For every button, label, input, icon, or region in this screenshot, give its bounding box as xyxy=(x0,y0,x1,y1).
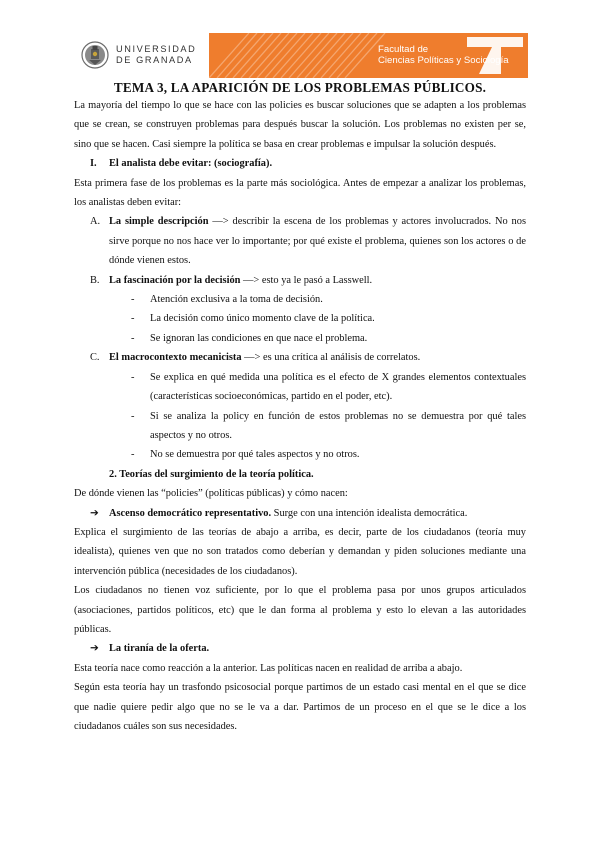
list-item-description: —> describir la escena de los problemas y actores involucrados. No nos sirve porque no nos hace ver lo importante; por qué existe el problema, quienes son los actores o de dónde vienen estos. xyxy=(109,216,526,267)
sub-list-text: Atención exclusiva a la toma de decisión. xyxy=(150,294,323,306)
sub-list-item xyxy=(74,309,526,328)
university-line1: UNIVERSIDAD xyxy=(116,44,197,54)
section1-intro: Esta primera fase de los problemas es la parte más sociológica. Antes de empezar a analizar los problemas, los analistas deben evitar: xyxy=(74,177,526,209)
document-body xyxy=(74,80,526,736)
list-item-a xyxy=(74,212,526,270)
section1-heading xyxy=(74,154,526,173)
university-seal-icon xyxy=(80,40,110,70)
faculty-line1: Facultad de xyxy=(378,44,429,55)
faculty-line2: Ciencias Políticas y Sociología xyxy=(378,54,509,66)
sub-list-text: Si se analiza la policy en función de estos problemas no se demuestra por qué tales aspectos y no otros. xyxy=(150,410,526,441)
section2-title xyxy=(109,465,526,484)
theory-ascenso xyxy=(74,504,526,523)
dash-marker: - xyxy=(131,449,135,461)
list-marker: C. xyxy=(90,352,100,364)
university-line2: DE GRANADA xyxy=(116,55,193,65)
list-item-term: La fascinación por la decisión xyxy=(109,274,241,286)
list-item-text xyxy=(109,212,526,270)
section2-intro: De dónde vienen las “policies” (políticas públicas) y cómo nacen: xyxy=(74,488,348,500)
list-item-text xyxy=(109,271,526,290)
list-item-term: El macrocontexto mecanicista xyxy=(109,352,242,364)
tirania-paragraph-1: Esta teoría nace como reacción a la anterior. Las políticas nacen en realidad de arriba a abajo. xyxy=(74,662,463,674)
theory-tirania xyxy=(74,639,526,658)
page-title: TEMA 3, LA APARICIÓN DE LOS PROBLEMAS PÚBLICOS. xyxy=(113,80,487,95)
university-name xyxy=(116,44,196,66)
section1-number: I. xyxy=(90,158,97,170)
ascenso-paragraph-2: Los ciudadanos no tienen voz suficiente, por lo que el problema pasa por unos grupos articulados (asociaciones, partidos políticos, etc) que le dan forma al problema y esto lo elevan a las autoridades públicas. xyxy=(74,585,526,635)
theory-text xyxy=(109,504,526,523)
dash-marker: - xyxy=(131,294,135,306)
section2-number: 2. xyxy=(109,468,117,480)
university-logo xyxy=(80,40,212,70)
list-item-description: —> es una crítica al análisis de correlatos. xyxy=(241,352,421,364)
theory-term: La tiranía de la oferta. xyxy=(109,643,210,655)
sub-list-text: No se demuestra por qué tales aspectos y no otros. xyxy=(150,449,360,461)
faculty-name xyxy=(378,45,528,66)
sub-list-item xyxy=(74,290,526,309)
list-marker: A. xyxy=(90,216,101,228)
section1-title: El analista debe evitar: (sociografía). xyxy=(109,158,273,170)
sub-list-text: Se ignoran las condiciones en que nace el problema. xyxy=(150,332,368,344)
list-item-text xyxy=(109,348,526,367)
intro-paragraph: La mayoría del tiempo lo que se hace con las policies es buscar soluciones que se adapten a los problemas que se crean, se construyen problemas para después buscar la solución. Los problemas no existen per se, sino que se hacen. Casi siempre la política se basa en crear problemas e impulsar la solución después. xyxy=(74,100,526,150)
arrow-icon: ➔ xyxy=(90,507,99,519)
list-item-term: La simple descripción xyxy=(109,216,209,228)
list-item-c xyxy=(74,348,526,367)
ascenso-paragraph-1: Explica el surgimiento de las teorías de abajo a arriba, es decir, parte de los ciudadanos (teoría muy idealista), quienes ven que no son tratados como deberían y demandan y piden soluciones mediante una intervención pública (necesidades de los ciudadanos). xyxy=(74,526,526,577)
sub-list-text: Se explica en qué medida una política es el efecto de X grandes elementos contextuales (características socioeconómicas, partido en el poder, etc). xyxy=(150,371,526,403)
list-item-description: —> esto ya le pasó a Lasswell. xyxy=(240,274,373,286)
sub-list-item xyxy=(74,368,526,407)
document-header xyxy=(0,0,600,84)
arrow-icon: ➔ xyxy=(90,643,99,655)
dash-marker: - xyxy=(131,332,135,344)
section2-heading-text: Teorías del surgimiento de la teoría política. xyxy=(119,468,314,480)
list-marker: B. xyxy=(90,274,100,286)
sub-list-item xyxy=(74,407,526,446)
section2-heading xyxy=(74,465,526,484)
sub-list-item xyxy=(74,329,526,348)
dash-marker: - xyxy=(131,371,135,383)
theory-description: Surge con una intención idealista democrática. xyxy=(271,507,468,519)
theory-term: Ascenso democrático representativo. xyxy=(109,507,272,519)
sub-list-item xyxy=(74,445,526,464)
dash-marker: - xyxy=(131,410,135,422)
theory-text xyxy=(109,639,526,658)
tirania-paragraph-2: Según esta teoría hay un trasfondo psicosocial porque partimos de un estado casi mental en el que se dice que nadie quiere pedir algo que no se le va a dar. Partimos de un proceso en el que se le dice a los ciudadanos cuáles son sus necesidades. xyxy=(74,682,526,732)
list-item-b xyxy=(74,271,526,290)
dash-marker: - xyxy=(131,313,135,325)
sub-list-text: La decisión como único momento clave de la política. xyxy=(150,313,375,325)
